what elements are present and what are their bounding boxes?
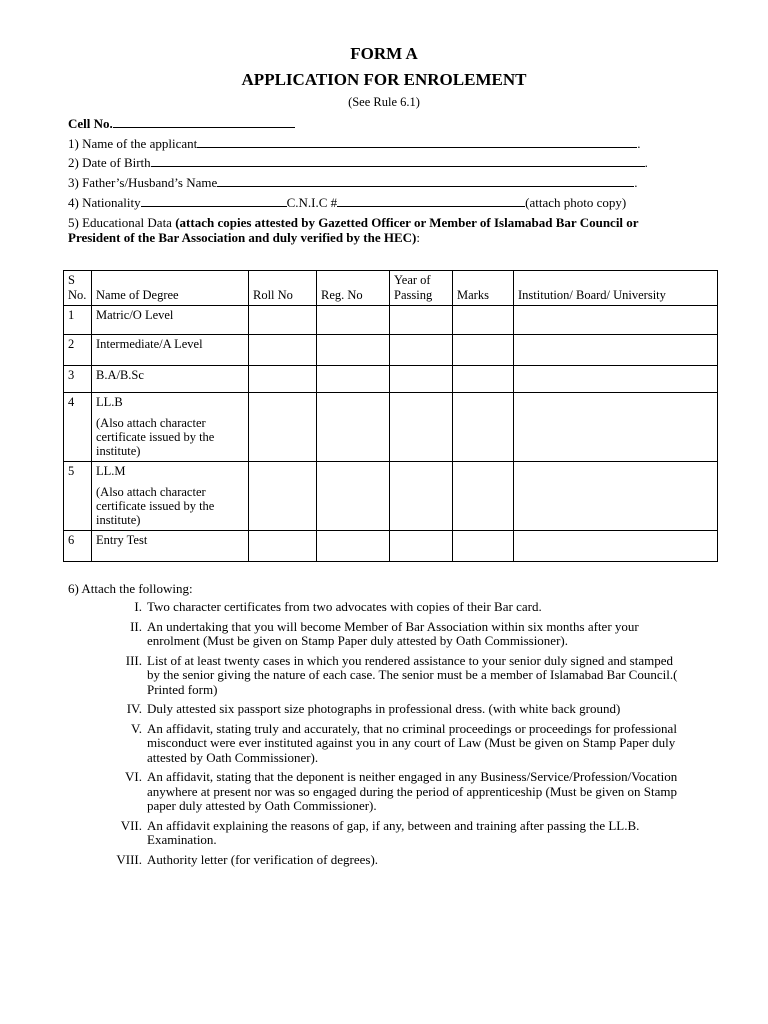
reg-cell[interactable] [317,531,390,562]
col-header-reg: Reg. No [317,271,390,306]
row-number: 5 [64,462,92,531]
form-label: FORM A [350,44,418,63]
marks-cell[interactable] [453,366,514,393]
degree-name [92,531,249,562]
item-text: List of at least twenty cases in which you rendered assistance to your senior duly signed and stamped by the senior giving the nature of each case. The senior must be a member of Islamabad Bar Council.( Printed form) [147,652,678,697]
cell-no-row [68,116,295,132]
item-number: IV. [126,701,142,716]
cnic-label: C.N.I.C # [286,195,338,210]
table-row [64,366,718,393]
institution-cell[interactable] [514,335,718,366]
institution-cell[interactable] [514,393,718,462]
item-text: An affidavit, stating truly and accurately, that no criminal proceedings or proceedings for professional misconduct were ever instituted against you in any court of Law (Must be given on Stamp Paper duly attested by Oath Commissioner). [147,720,677,765]
roll-cell[interactable] [249,306,317,335]
nationality-label: 4) Nationality [68,195,141,210]
father-label: 3) Father’s/Husband’s Name [68,175,218,190]
col-header-sno: S No. [64,271,92,306]
item-text: Duly attested six passport size photographs in professional dress. (with white back ground) [147,701,621,716]
cell-no-field[interactable] [113,116,295,128]
degree-label: LL.M [96,464,126,478]
table-row [64,335,718,366]
name-period: . [637,136,641,151]
dob-label: 2) Date of Birth [68,155,151,170]
roll-cell[interactable] [249,393,317,462]
rule-reference: (See Rule 6.1) [348,95,420,109]
item-number: VII. [120,817,142,833]
item-text: An undertaking that you will become Member of Bar Association within six months after your enrolment (Must be given on Stamp Paper duly attested by Oath Commissioner). [147,618,639,648]
year-cell[interactable] [390,462,453,531]
row-number: 4 [64,393,92,462]
col-header-marks: Marks [453,271,514,306]
roll-cell[interactable] [249,335,317,366]
institution-cell[interactable] [514,366,718,393]
photo-note: (attach photo copy) [525,195,627,210]
year-cell[interactable] [390,393,453,462]
year-cell[interactable] [390,366,453,393]
table-row [64,462,718,531]
col-header-degree: Name of Degree [92,271,249,306]
edu-prefix: 5) Educational Data [68,215,172,230]
item-number: II. [130,618,142,634]
item-text: An affidavit, stating that the deponent is neither engaged in any Business/Service/Profession/Vocation anywhere at present nor was so engaged during the period of apprenticeship (Must be given on Stamp paper duly attested by Oath Commissioner). [147,769,678,813]
reg-cell[interactable] [317,335,390,366]
marks-cell[interactable] [453,335,514,366]
list-item [100,654,680,698]
item-number: I. [134,599,142,614]
item-number: III. [125,652,142,668]
degree-name [92,393,249,462]
item-number: VIII. [116,851,142,867]
reg-cell[interactable] [317,306,390,335]
list-item [100,702,680,717]
reg-cell[interactable] [317,462,390,531]
institution-cell[interactable] [514,531,718,562]
marks-cell[interactable] [453,393,514,462]
list-item [100,722,680,766]
col-header-institution: Institution/ Board/ University [514,271,718,306]
table-row [64,531,718,562]
education-table [63,270,718,562]
item-text: Two character certificates from two advocates with copies of their Bar card. [147,599,542,614]
year-cell[interactable] [390,531,453,562]
item-text: An affidavit explaining the reasons of gap, if any, between and training after passing the LL.B. Examination. [147,817,640,847]
nationality-row [68,195,626,211]
degree-label: B.A/B.Sc [96,368,144,382]
marks-cell[interactable] [453,462,514,531]
name-field[interactable] [197,136,637,148]
year-cell[interactable] [390,306,453,335]
name-row [68,136,640,152]
item-number: VI. [125,769,142,784]
reg-cell[interactable] [317,393,390,462]
attachments-heading: 6) Attach the following: [68,581,193,596]
degree-name [92,462,249,531]
educational-data-heading [68,215,668,245]
row-number: 1 [64,306,92,335]
list-item [100,770,680,814]
institution-cell[interactable] [514,306,718,335]
dob-field[interactable] [151,155,645,167]
list-item [100,600,680,615]
table-row [64,306,718,335]
edu-colon: : [416,230,420,245]
year-cell[interactable] [390,335,453,366]
row-number: 2 [64,335,92,366]
roll-cell[interactable] [249,531,317,562]
father-period: . [634,175,638,190]
row-number: 6 [64,531,92,562]
item-text: Authority letter (for verification of degrees). [147,851,379,867]
degree-label: Matric/O Level [96,308,174,322]
father-row [68,175,637,191]
marks-cell[interactable] [453,306,514,335]
degree-label: Entry Test [96,533,148,547]
table-header-row [64,271,718,306]
degree-name [92,335,249,366]
row-number: 3 [64,366,92,393]
father-field[interactable] [217,175,634,187]
cnic-field[interactable] [337,195,525,207]
attachments-list [100,600,680,872]
col-header-year: Year of Passing [390,271,453,306]
edu-instruction: (attach copies attested by Gazetted Officer or Member of Islamabad Bar Council or President of the Bar Association and duly verified by the HEC) [68,215,639,245]
nationality-field[interactable] [141,195,287,207]
reg-cell[interactable] [317,366,390,393]
roll-cell[interactable] [249,462,317,531]
dob-row [68,155,648,171]
degree-name [92,306,249,335]
degree-note: (Also attach character certificate issued by the institute) [96,416,215,458]
list-item [100,620,680,649]
degree-label: Intermediate/A Level [96,337,203,351]
list-item [100,819,680,848]
degree-name [92,366,249,393]
roll-cell[interactable] [249,366,317,393]
marks-cell[interactable] [453,531,514,562]
degree-label: LL.B [96,395,123,409]
list-item [100,853,680,868]
item-number: V. [131,720,142,736]
degree-note: (Also attach character certificate issued by the institute) [96,485,215,527]
institution-cell[interactable] [514,462,718,531]
page-title: APPLICATION FOR ENROLEMENT [241,70,527,89]
col-header-roll: Roll No [249,271,317,306]
name-label: 1) Name of the applicant [68,136,198,151]
table-row [64,393,718,462]
cell-no-label: Cell No. [68,116,113,131]
dob-period: . [644,155,648,170]
